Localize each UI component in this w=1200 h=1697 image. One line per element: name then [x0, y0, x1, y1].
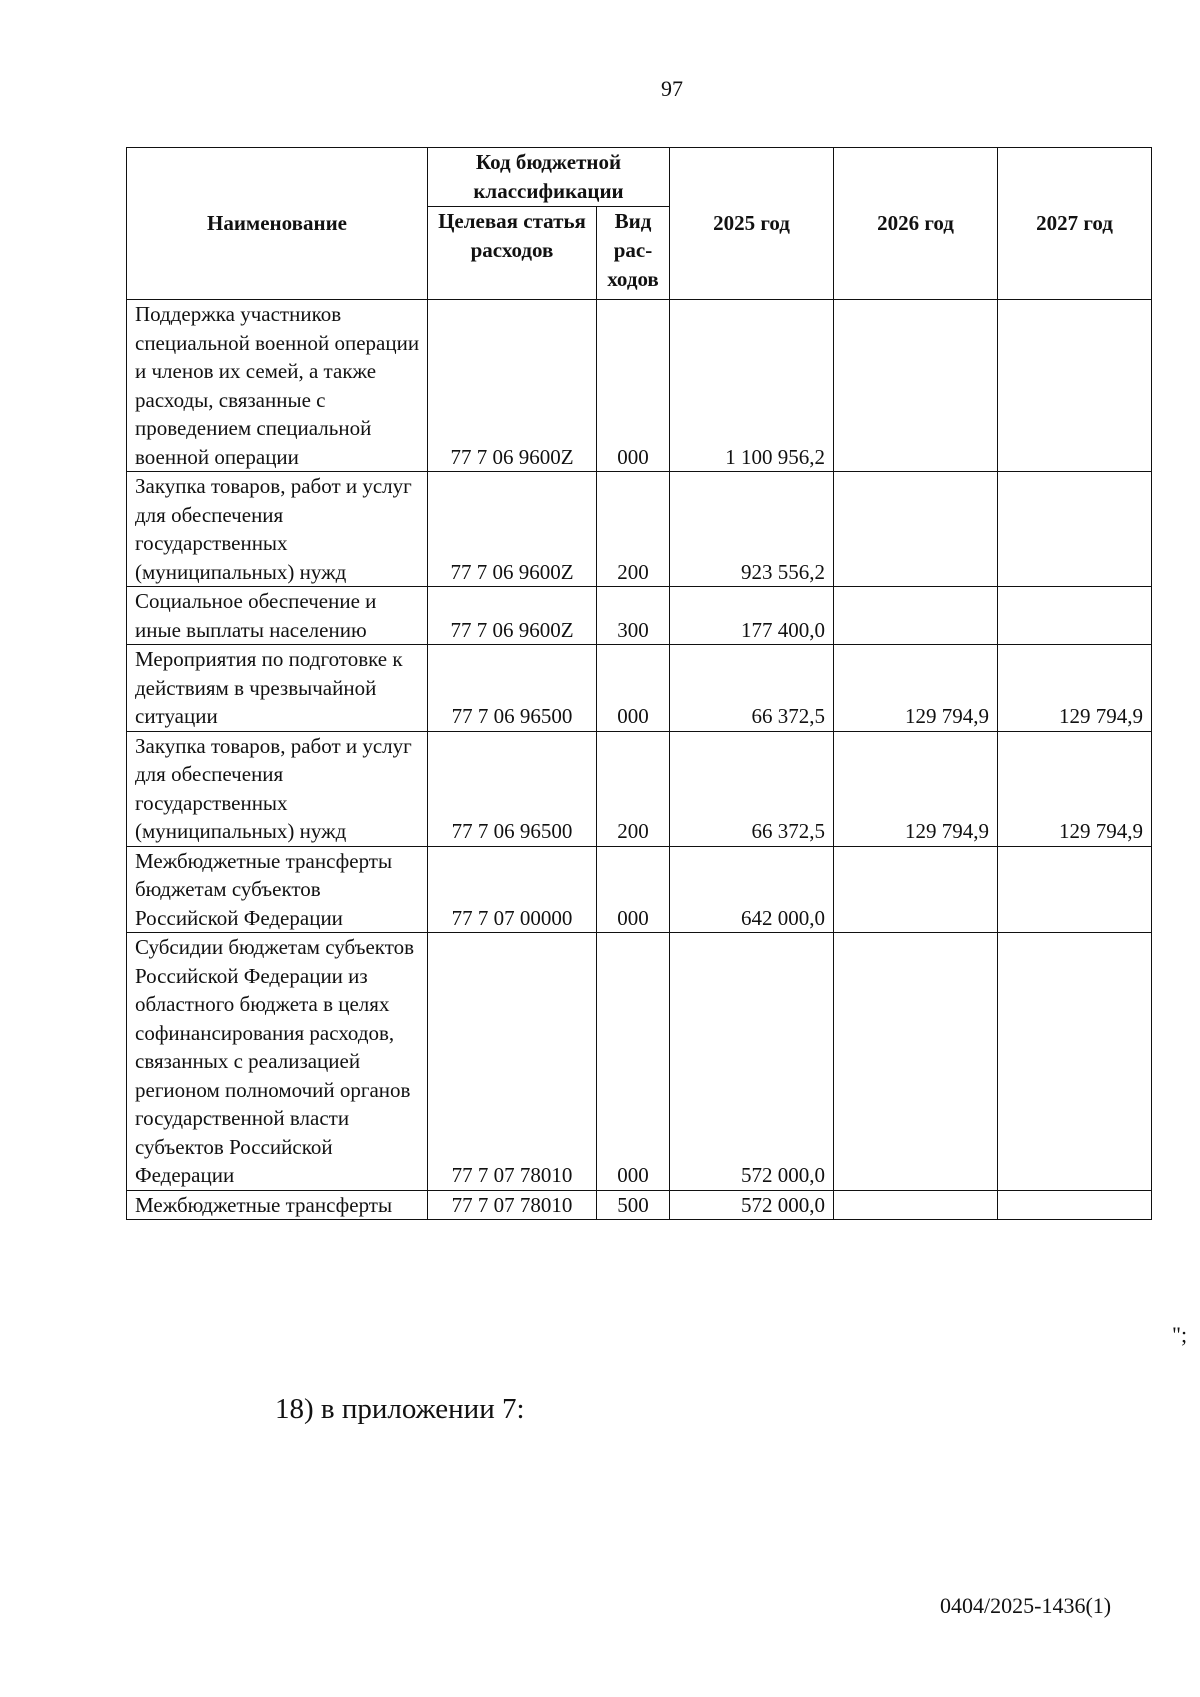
- table-row: [127, 645, 1152, 732]
- row-value-2025: 1 100 956,2: [670, 300, 834, 472]
- row-value-2025: 642 000,0: [670, 846, 834, 933]
- row-target-article: 77 7 07 00000: [428, 846, 597, 933]
- row-target-article: 77 7 06 9600Z: [428, 587, 597, 645]
- table-row: [127, 587, 1152, 645]
- row-value-2025: 572 000,0: [670, 933, 834, 1191]
- paragraph-item: 18) в приложении 7:: [275, 1393, 525, 1425]
- row-target-article: 77 7 06 9600Z: [428, 472, 597, 587]
- row-value-2027: [998, 846, 1152, 933]
- row-value-2026: [834, 587, 998, 645]
- row-value-2027: [998, 300, 1152, 472]
- table-header: [127, 148, 1152, 300]
- row-name: Межбюджетные трансферты бюджетам субъектов Российской Федерации: [127, 846, 428, 933]
- row-value-2026: [834, 472, 998, 587]
- row-value-2026: 129 794,9: [834, 731, 998, 846]
- closing-quote: ";: [1172, 1322, 1188, 1347]
- row-value-2027: [998, 1190, 1152, 1220]
- row-value-2025: 66 372,5: [670, 645, 834, 732]
- header-2026: 2026 год: [834, 148, 998, 300]
- document-code: 0404/2025-1436(1): [940, 1593, 1112, 1618]
- row-value-2025: 923 556,2: [670, 472, 834, 587]
- row-name: Закупка товаров, работ и услуг для обеспечения государственных (муниципальных) нужд: [127, 472, 428, 587]
- table-row: [127, 472, 1152, 587]
- row-name: Поддержка участников специальной военной операции и членов их семей, а также расходы, связанные с проведением специальной военной операции: [127, 300, 428, 472]
- row-name: Межбюджетные трансферты: [127, 1190, 428, 1220]
- row-value-2027: 129 794,9: [998, 731, 1152, 846]
- row-expense-kind: 000: [597, 846, 670, 933]
- row-value-2026: [834, 1190, 998, 1220]
- row-target-article: 77 7 06 96500: [428, 645, 597, 732]
- row-value-2026: [834, 846, 998, 933]
- header-target-article: Целевая статья расходов: [428, 207, 597, 300]
- row-value-2027: [998, 933, 1152, 1191]
- header-2025: 2025 год: [670, 148, 834, 300]
- row-name: Субсидии бюджетам субъектов Российской Федерации из областного бюджета в целях софинансирования расходов, связанных с реализацией регионом полномочий органов государственной власти субъектов Российской Федерации: [127, 933, 428, 1191]
- table-body: [127, 300, 1152, 1220]
- row-value-2027: [998, 472, 1152, 587]
- row-expense-kind: 000: [597, 300, 670, 472]
- row-expense-kind: 200: [597, 731, 670, 846]
- row-value-2026: [834, 300, 998, 472]
- table-row: [127, 846, 1152, 933]
- row-expense-kind: 200: [597, 472, 670, 587]
- row-value-2026: [834, 933, 998, 1191]
- header-name: Наименование: [127, 148, 428, 300]
- row-target-article: 77 7 06 96500: [428, 731, 597, 846]
- table-row: [127, 1190, 1152, 1220]
- table-row: [127, 933, 1152, 1191]
- row-value-2025: 572 000,0: [670, 1190, 834, 1220]
- row-value-2026: 129 794,9: [834, 645, 998, 732]
- row-expense-kind: 500: [597, 1190, 670, 1220]
- row-name: Закупка товаров, работ и услуг для обеспечения государственных (муниципальных) нужд: [127, 731, 428, 846]
- budget-table: [126, 147, 1152, 1220]
- row-name: Мероприятия по подготовке к действиям в чрезвычайной ситуации: [127, 645, 428, 732]
- page-number: 97: [661, 76, 683, 101]
- row-expense-kind: 300: [597, 587, 670, 645]
- header-2027: 2027 год: [998, 148, 1152, 300]
- row-value-2027: 129 794,9: [998, 645, 1152, 732]
- row-target-article: 77 7 06 9600Z: [428, 300, 597, 472]
- table-row: [127, 300, 1152, 472]
- row-expense-kind: 000: [597, 645, 670, 732]
- row-expense-kind: 000: [597, 933, 670, 1191]
- header-expense-kind: Вид рас-ходов: [597, 207, 670, 300]
- row-name: Социальное обеспечение и иные выплаты населению: [127, 587, 428, 645]
- table-row: [127, 731, 1152, 846]
- row-target-article: 77 7 07 78010: [428, 1190, 597, 1220]
- header-row-top: [127, 148, 1152, 207]
- row-value-2027: [998, 587, 1152, 645]
- header-budget-code: Код бюджетной классификации: [428, 148, 670, 207]
- row-value-2025: 177 400,0: [670, 587, 834, 645]
- row-value-2025: 66 372,5: [670, 731, 834, 846]
- row-target-article: 77 7 07 78010: [428, 933, 597, 1191]
